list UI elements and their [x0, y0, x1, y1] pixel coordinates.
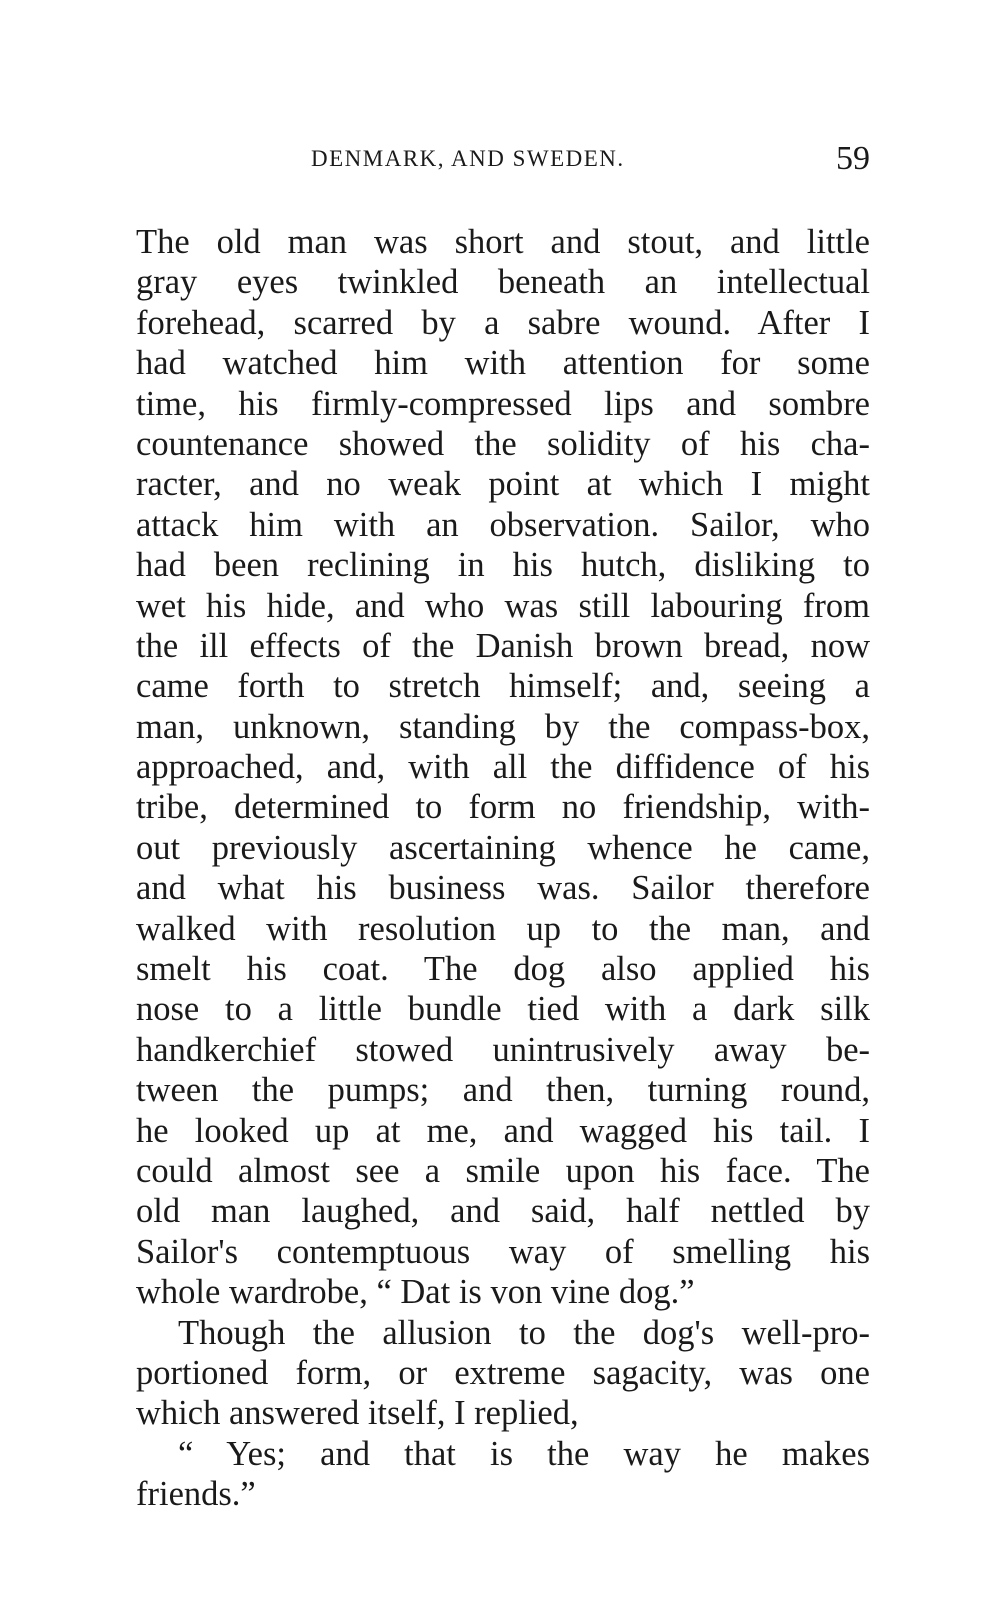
- text-line: out previously ascertaining whence he came,: [136, 828, 870, 867]
- text-line: tween the pumps; and then, turning round,: [136, 1071, 870, 1110]
- text-line: had been reclining in his hutch, disliking to: [136, 546, 870, 585]
- text-line: approached, and, with all the diffidence of his: [136, 748, 870, 787]
- body-text: [136, 222, 870, 1515]
- text-line: smelt his coat. The dog also applied his: [136, 950, 870, 989]
- text-line: gray eyes twinkled beneath an intellectual: [136, 263, 870, 302]
- text-line: old man laughed, and said, half nettled by: [136, 1192, 870, 1231]
- text-line: “ Yes; and that is the way he makes: [178, 1434, 870, 1473]
- text-line: came forth to stretch himself; and, seeing a: [136, 667, 870, 706]
- text-line: The old man was short and stout, and little: [136, 223, 870, 261]
- running-title: DENMARK, AND SWEDEN.: [311, 146, 625, 171]
- text-line: Though the allusion to the dog's well-pro-: [178, 1313, 870, 1352]
- text-line: man, unknown, standing by the compass-box,: [136, 707, 870, 746]
- text-line: Sailor's contemptuous way of smelling his: [136, 1232, 870, 1271]
- text-line: and what his business was. Sailor therefore: [136, 869, 870, 908]
- text-line: forehead, scarred by a sabre wound. After I: [136, 303, 870, 342]
- text-line: countenance showed the solidity of his cha-: [136, 424, 870, 463]
- text-line: had watched him with attention for some: [136, 344, 870, 383]
- running-head: [136, 140, 870, 184]
- text-line: the ill effects of the Danish brown bread, now: [136, 626, 870, 665]
- text-line: which answered itself, I replied,: [136, 1394, 579, 1433]
- text-line: friends.”: [136, 1475, 256, 1514]
- text-line: time, his firmly-compressed lips and sombre: [136, 384, 870, 423]
- text-line: he looked up at me, and wagged his tail. I: [136, 1111, 870, 1150]
- text-line: portioned form, or extreme sagacity, was one: [136, 1353, 870, 1392]
- text-line: walked with resolution up to the man, and: [136, 909, 870, 948]
- page-number: 59: [836, 140, 870, 177]
- text-line: whole wardrobe, “ Dat is von vine dog.”: [136, 1273, 695, 1312]
- text-line: could almost see a smile upon his face. The: [136, 1151, 870, 1190]
- text-line: nose to a little bundle tied with a dark silk: [136, 990, 870, 1029]
- text-line: tribe, determined to form no friendship, with-: [136, 788, 870, 827]
- text-line: racter, and no weak point at which I might: [136, 465, 870, 504]
- text-line: attack him with an observation. Sailor, who: [136, 505, 870, 544]
- text-line: handkerchief stowed unintrusively away be-: [136, 1030, 870, 1069]
- text-line: wet his hide, and who was still labouring from: [136, 586, 870, 625]
